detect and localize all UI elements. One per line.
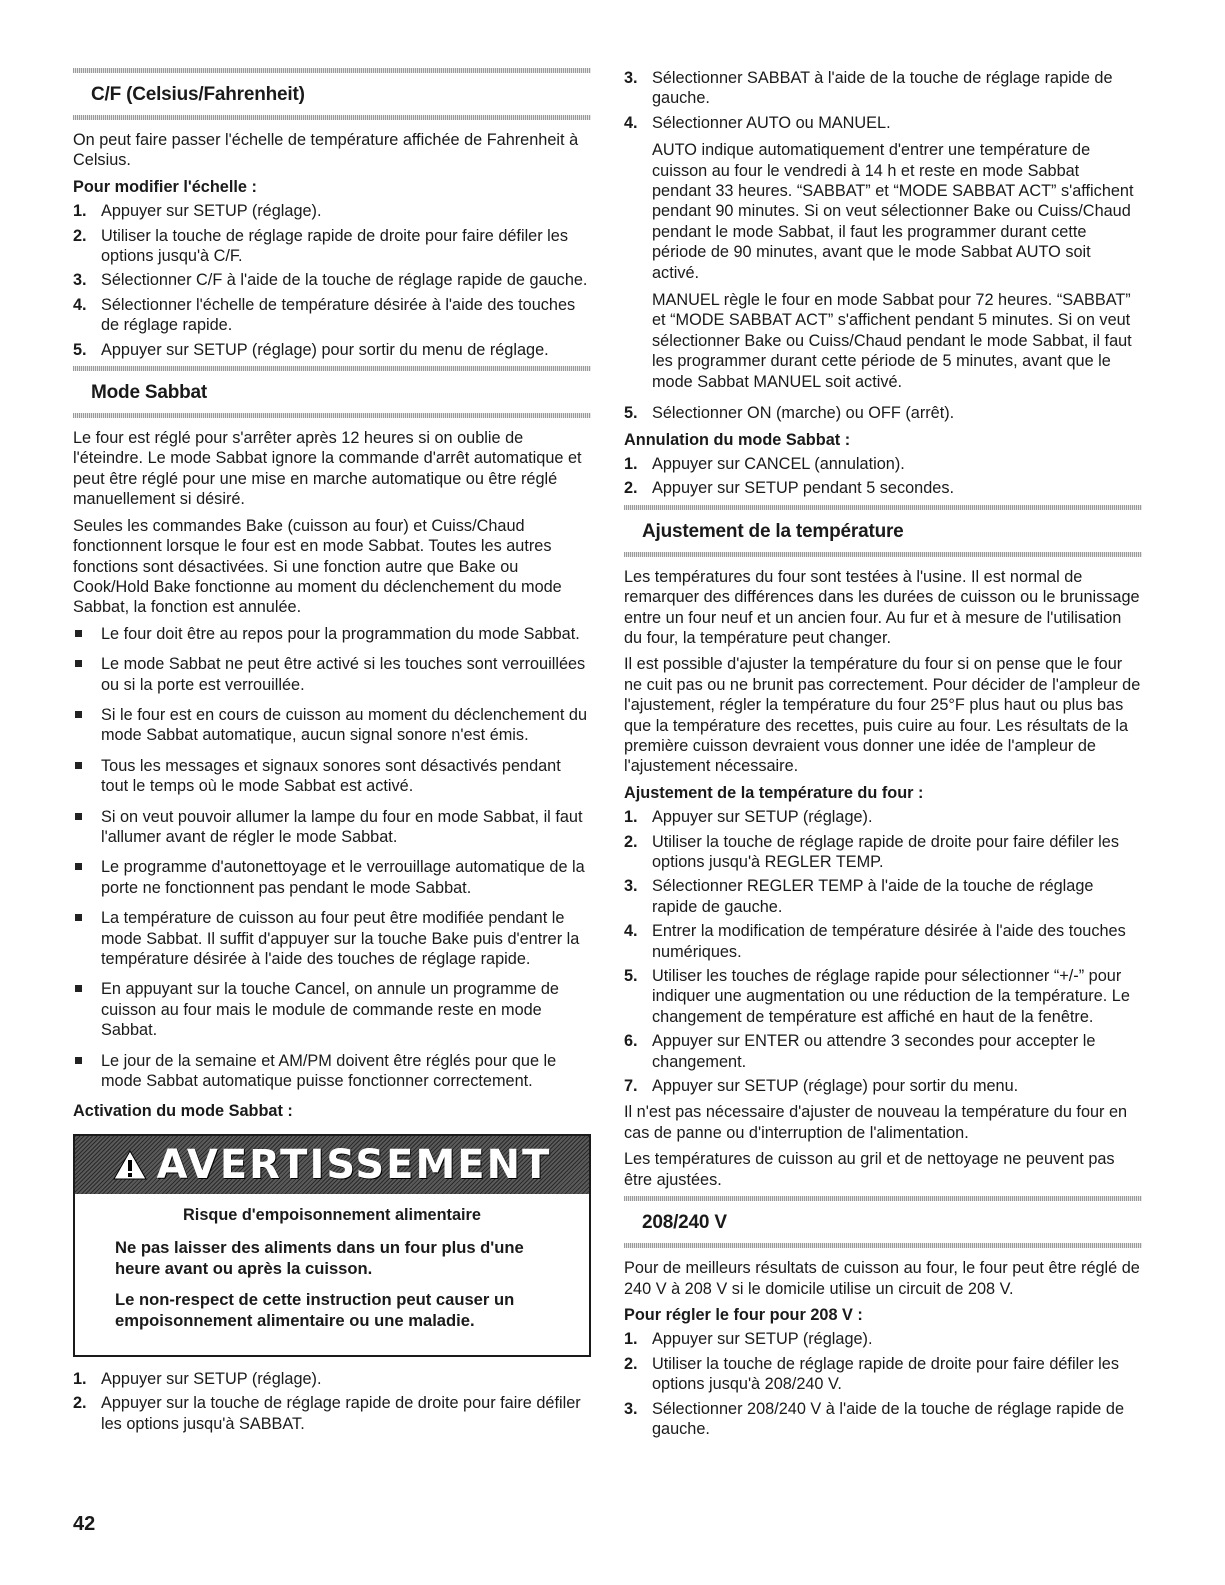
list-item: Si on veut pouvoir allumer la lampe du four en mode Sabbat, il faut l'allumer avant de régler le mode Sabbat.: [73, 807, 591, 848]
section-rule: [73, 115, 591, 120]
warning-banner: [75, 1136, 589, 1194]
list-item: Le programme d'autonettoyage et le verrouillage automatique de la porte ne fonctionnent pas pendant le mode Sabbat.: [73, 857, 591, 898]
warning-triangle-icon: [113, 1149, 147, 1181]
cf-section-title: C/F (Celsius/Fahrenheit): [91, 84, 305, 105]
list-item: 2. Utiliser la touche de réglage rapide de droite pour faire défiler les options jusqu'à C/F.: [73, 226, 568, 266]
list-item: 1. Appuyer sur SETUP (réglage).: [73, 1369, 322, 1388]
ajust-paragraph-4: Les températures de cuisson au gril et de nettoyage ne peuvent pas être ajustées.: [624, 1150, 1115, 1189]
step-4-body: [652, 113, 1142, 399]
warning-box: [73, 1134, 591, 1357]
bullet-icon: [73, 857, 101, 898]
cancel-steps: [624, 454, 1142, 499]
list-item: 1. Appuyer sur SETUP (réglage).: [624, 808, 873, 827]
ajust-paragraph-2: Il est possible d'ajuster la température du four si on pense que le four ne cuit pas ou ne brunit pas correctement. Pour décider de l'ampleur de l'ajustement, régler la température du four 25°F plus haut ou plus bas que la température des recettes, puis cuire au four. Les résultats de la première cuisson devraient vous donner une idée de l'ampleur de l'ajustement nécessaire.: [624, 655, 1141, 776]
list-item: 2. Utiliser la touche de réglage rapide de droite pour faire défiler les options jusqu'à REGLER TEMP.: [624, 832, 1119, 871]
ajust-paragraph-1: Les températures du four sont testées à l'usine. Il est normal de remarquer des différences dans les durées de cuisson ou le brunissage entre un four neuf et un ancien four. Au fur et à mesure de l'utilisation du four, la température peut changer.: [624, 567, 1140, 647]
cf-section-header: [73, 68, 591, 120]
list-item: 4. Entrer la modification de température désirée à l'aide des touches numériques.: [624, 922, 1126, 961]
sabbat-section-title: Mode Sabbat: [91, 382, 208, 404]
cf-subhead: Pour modifier l'échelle :: [73, 177, 257, 196]
ajust-section-header: [624, 505, 1142, 557]
v208-section-header: [624, 1196, 1142, 1248]
list-item: 1. Appuyer sur SETUP (réglage).: [624, 1330, 873, 1349]
v208-paragraph: Pour de meilleurs résultats de cuisson au four, le four peut être réglé de 240 V à 208 V si le domicile utilise un circuit de 208 V.: [624, 1259, 1140, 1298]
list-item: 5. Appuyer sur SETUP (réglage) pour sortir du menu de réglage.: [73, 340, 549, 359]
bullet-icon: [73, 908, 101, 969]
activation-subhead: Activation du mode Sabbat :: [73, 1102, 293, 1121]
list-item: Tous les messages et signaux sonores sont désactivés pendant tout le temps où le mode Sabbat est activé.: [73, 756, 591, 797]
list-item: 2. Appuyer sur SETUP pendant 5 secondes.: [624, 479, 954, 498]
bullet-icon: [73, 807, 101, 848]
bullet-icon: [73, 654, 101, 695]
list-item: 3. Sélectionner 208/240 V à l'aide de la touche de réglage rapide de gauche.: [624, 1399, 1124, 1438]
list-item: Le jour de la semaine et AM/PM doivent être réglés pour que le mode Sabbat automatique puisse fonctionner correctement.: [73, 1051, 591, 1092]
step-4-text: Sélectionner AUTO ou MANUEL.: [652, 113, 891, 132]
sabbat-paragraph-1: Le four est réglé pour s'arrêter après 12 heures si on oublie de l'éteindre. Le mode Sabbat ignore la commande d'arrêt automatique et peut être réglé pour une mise en marche automatique ou être réglé manuellement si désiré.: [73, 429, 582, 509]
list-item: 1. Appuyer sur SETUP (réglage).: [73, 202, 322, 221]
warning-paragraph-1: Ne pas laisser des aliments dans un four plus d'une heure avant ou après la cuisson.: [115, 1237, 524, 1278]
warning-paragraph-2: Le non-respect de cette instruction peut causer un empoisonnement alimentaire ou une maladie.: [115, 1289, 515, 1330]
list-item: 2. Appuyer sur la touche de réglage rapide de droite pour faire défiler les options jusqu'à SABBAT.: [73, 1394, 581, 1433]
ajust-paragraph-3: Il n'est pas nécessaire d'ajuster de nouveau la température du four en cas de panne ou d'interruption de l'alimentation.: [624, 1103, 1128, 1142]
cf-intro: On peut faire passer l'échelle de température affichée de Fahrenheit à Celsius.: [73, 131, 579, 170]
list-item: Le mode Sabbat ne peut être activé si les touches sont verrouillées ou si la porte est verrouillée.: [73, 654, 591, 695]
section-rule: [624, 552, 1142, 557]
left-column: [73, 68, 591, 1440]
sabbat-activation-steps: [73, 1369, 591, 1434]
cf-steps: [73, 201, 591, 360]
list-item: 7. Appuyer sur SETUP (réglage) pour sortir du menu.: [624, 1077, 1019, 1096]
bullet-icon: [73, 756, 101, 797]
list-item: La température de cuisson au four peut être modifiée pendant le mode Sabbat. Il suffit d'appuyer sur la touche Bake puis d'entrer la température désirée à l'aide des touches de réglage rapide.: [73, 908, 591, 969]
bullet-icon: [73, 624, 101, 644]
bullet-icon: [73, 979, 101, 1040]
list-item: 2. Utiliser la touche de réglage rapide de droite pour faire défiler les options jusqu'à 208/240 V.: [624, 1354, 1119, 1394]
ajust-steps: [624, 807, 1142, 1096]
section-rule: [624, 1243, 1142, 1248]
warning-title: AVERTISSEMENT: [156, 1141, 552, 1188]
sabbat-continued-steps: [624, 68, 1142, 424]
list-item: Le four doit être au repos pour la programmation du mode Sabbat.: [73, 624, 591, 644]
sabbat-section-header: [73, 366, 591, 418]
v208-subhead: Pour régler le four pour 208 V :: [624, 1305, 863, 1324]
list-item: 1. Appuyer sur CANCEL (annulation).: [624, 454, 905, 473]
list-item: 4. Sélectionner l'échelle de température désirée à l'aide des touches de réglage rapide.: [73, 295, 576, 335]
sabbat-paragraph-2: Seules les commandes Bake (cuisson au four) et Cuiss/Chaud fonctionnent lorsque le four est en mode Sabbat. Toutes les autres fonctions sont désactivées. Si une fonction autre que Bake ou Cook/Hold Bake fonctionne au moment du déclenchement du mode Sabbat, la fonction est annulée.: [73, 516, 562, 617]
warning-title-wrap: [113, 1142, 552, 1188]
section-rule: [73, 413, 591, 418]
bullet-icon: [73, 1051, 101, 1092]
list-item: 6. Appuyer sur ENTER ou attendre 3 secondes pour accepter le changement.: [624, 1032, 1096, 1071]
right-column: [624, 68, 1142, 1445]
cancel-subhead: Annulation du mode Sabbat :: [624, 430, 851, 449]
manuel-paragraph: MANUEL règle le four en mode Sabbat pour 72 heures. “SABBAT” et “MODE SABBAT ACT” s'affichent pendant 5 minutes. Si on veut sélectionner Bake ou Cuiss/Chaud pendant le mode Sabbat, il faut les programmer durant cette période de 5 minutes, avant que le mode Sabbat MANUEL soit activé.: [652, 291, 1132, 391]
bullet-icon: [73, 705, 101, 746]
list-item: 5. Sélectionner ON (marche) ou OFF (arrêt).: [624, 404, 955, 423]
list-item: 3. Sélectionner C/F à l'aide de la touche de réglage rapide de gauche.: [73, 271, 588, 290]
list-item: 3. Sélectionner REGLER TEMP à l'aide de la touche de réglage rapide de gauche.: [624, 877, 1094, 916]
v208-steps: [624, 1329, 1142, 1439]
ajust-section-title: Ajustement de la température: [642, 520, 904, 542]
list-item: En appuyant sur la touche Cancel, on annule un programme de cuisson au four mais le module de commande reste en mode Sabbat.: [73, 979, 591, 1040]
warning-subtitle: Risque d'empoisonnement alimentaire: [183, 1205, 481, 1224]
list-item: 3. Sélectionner SABBAT à l'aide de la touche de réglage rapide de gauche.: [624, 69, 1113, 108]
page-number: 42: [73, 1513, 96, 1535]
list-item: Si le four est en cours de cuisson au moment du déclenchement du mode Sabbat automatique, aucun signal sonore n'est émis.: [73, 705, 591, 746]
sabbat-bullets: [73, 624, 591, 1092]
list-item: 5. Utiliser les touches de réglage rapide pour sélectionner “+/-” pour indiquer une augmentation ou une réduction de la température. Le changement de température est affiché en haut de la fenêtre.: [624, 967, 1130, 1026]
v208-section-title: 208/240 V: [642, 1212, 727, 1234]
warning-body: [75, 1194, 589, 1355]
auto-paragraph: AUTO indique automatiquement d'entrer une température de cuisson au four le vendredi à 14 h et reste en mode Sabbat pendant 33 heures. “SABBAT” et “MODE SABBAT ACT” s'affichent pendant 90 minutes. Si on veut sélectionner Bake ou Cuiss/Chaud pendant le mode Sabbat, il faut les programmer durant cette période de 90 minutes, avant que le mode Sabbat AUTO soit activé.: [652, 141, 1134, 282]
list-item: 4. Sélectionner AUTO ou MANUEL. AUTO indique automatiquement d'entrer une température de cuisson au four le vendredi à 14 h et reste en mode Sabbat pendant 33 heures. “SABBAT” et “MODE SABBAT ACT” s'affichent pendant 90 minutes. Si on veut sélectionner Bake ou Cuiss/Chaud pendant le mode Sabbat, il faut les programmer durant cette période de 90 minutes, avant que le mode Sabbat AUTO soit activé. MANUEL règle le four en mode Sabbat pour 72 heures. “SABBAT” et “MODE SABBAT ACT” s'affichent pendant 5 minutes. Si on veut sélectionner Bake ou Cuiss/Chaud pendant le mode Sabbat, il faut les programmer durant cette période de 5 minutes, avant que le mode Sabbat MANUEL soit activé.: [624, 113, 1142, 399]
ajust-subhead: Ajustement de la température du four :: [624, 783, 924, 802]
